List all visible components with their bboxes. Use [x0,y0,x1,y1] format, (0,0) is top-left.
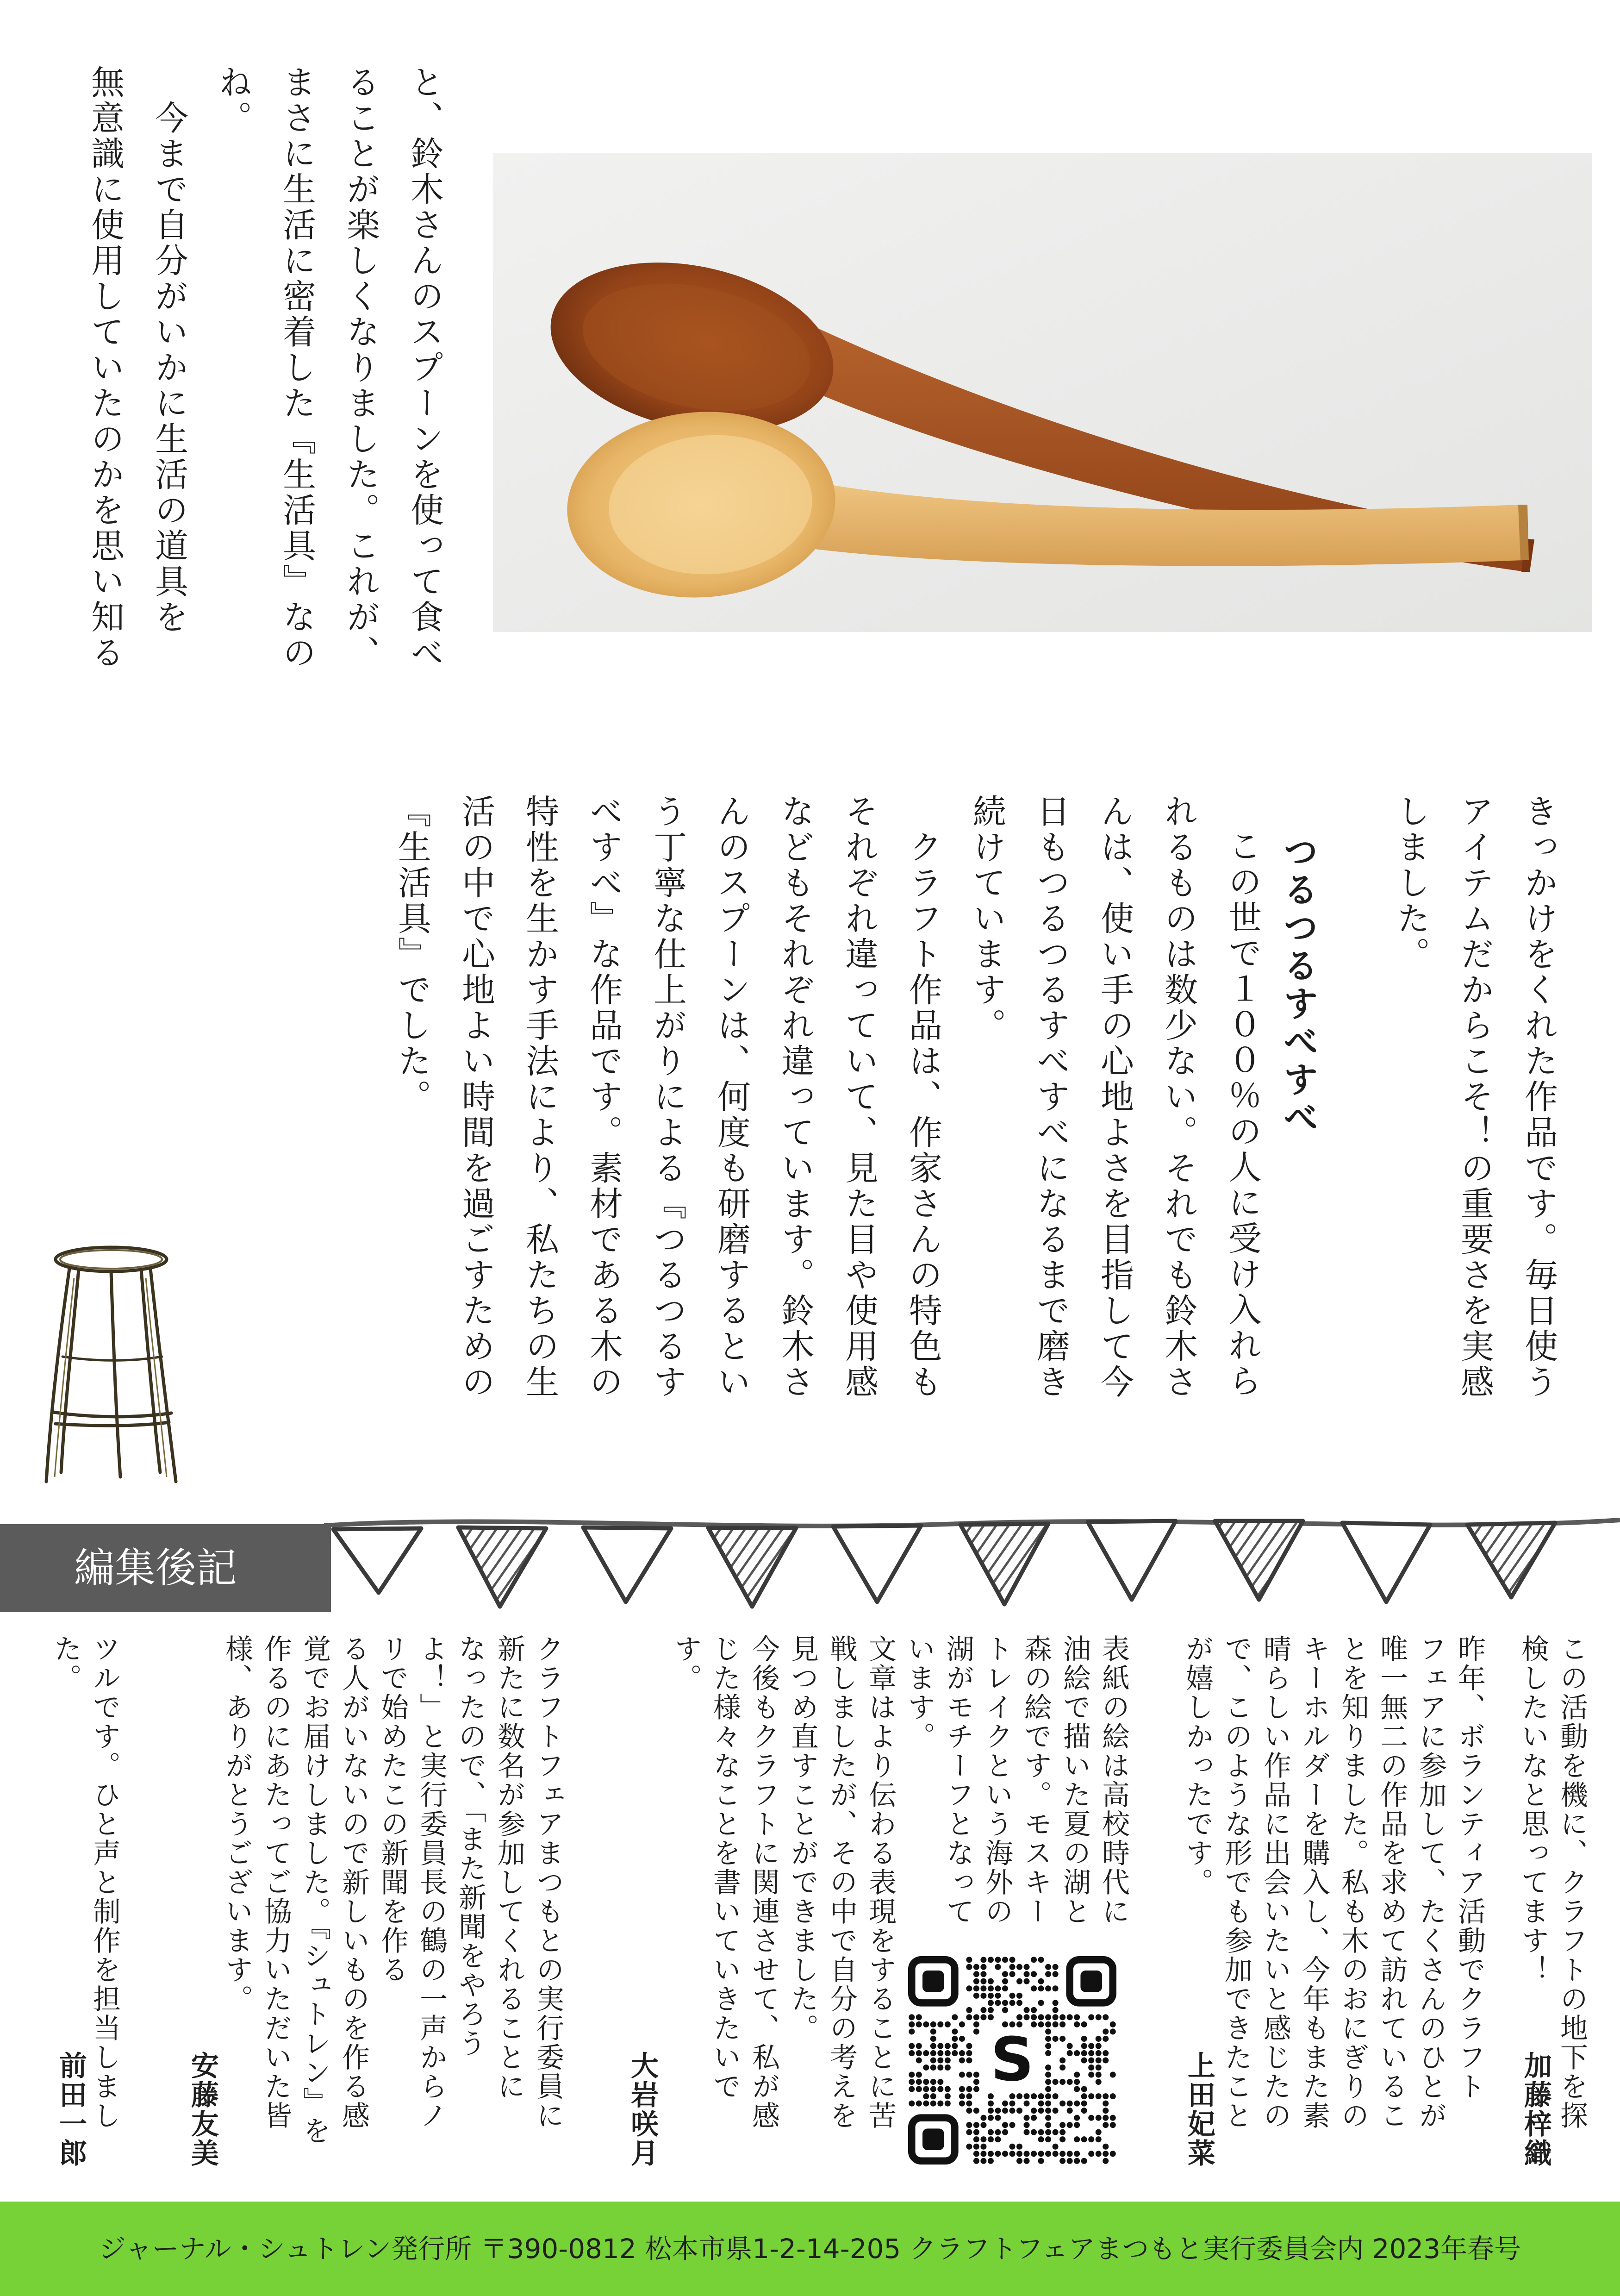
article-body-col-13: 活の中で心地よい時間を過ごすための [456,794,495,1400]
postscript-note-3-author: 大岩咲月 [626,2051,659,2168]
article-heading: つるつるすべすべ [1277,833,1319,1137]
postscript-note-1-author: 加藤梓織 [1520,2051,1552,2168]
article-intro-col-3: しました。 [1391,794,1430,972]
postscript-note-2-author: 上田妃菜 [1183,2051,1215,2168]
article-body-col-8: などもそれぞれ違っています。鈴木さ [776,794,815,1400]
article-body-col-11: べすべ』な作品です。素材である木の [584,794,623,1400]
continuation-column-1: と、鈴木さんのスプーンを使って食べ [405,65,444,671]
footer-publisher-info: ジャーナル・シュトレン発行所 〒390-0812 松本市県1-2-14-205 クラフトフェアまつもと実行委員会内 2023年春号 [0,2202,1620,2296]
continuation-column-3: まさに生活に密着した『生活具』なの [277,65,316,671]
article-body-col-1: この世で１００％の人に受け入れら [1223,829,1262,1399]
postscript-note-2: 昨年、ボランティア活動でクラフト フェアに参加して、たくさんのひとが 唯一無二の作品を求めて訪れているこ とを知りました。私も木のおにぎりの キーホルダーを購入し、今年もまた素 晴らしい作品に出会いたいと感じたの で、このような形でも参加できたこと が嬉しかったです。 [1181,1634,1486,2130]
qr-center-logo: S [991,2024,1034,2095]
postscript-title: 編集後記 [0,1524,331,1612]
article-body-col-14: 『生活具』でした。 [393,794,431,1115]
postscript-note-5-author: 前田一郎 [55,2051,87,2168]
article-body-col-2: れるものは数少ない。それでも鈴木さ [1159,794,1198,1400]
article-body-col-9: んのスプーンは、何度も研磨するとい [712,794,751,1400]
spoons-photo [493,153,1592,632]
postscript-note-4: クラフトフェアまつもとの実行委員に 新たに数名が参加してくれることに なったので、「また新聞をやろう よ！」と実行委員長の鶴の一声からノ リで始めたこの新聞を作る る人がいないので新しいものを作る感 覚でお届けしました。『シュトレン』を 作るのにあたってご協力いただいた皆 様、ありがとうございます。 [221,1634,564,2146]
bunting-flags-decoration [324,1507,1620,1627]
continuation-column-4: ね。 [213,65,252,136]
postscript-note-3: 表紙の絵は高校時代に 油絵で描いた夏の湖と 森の絵です。モスキー トレイクという海外の 湖がモチーフとなって います。 文章はより伝わる表現をすることに苦 戦しましたが、その中で自分の考えを 見つめ直すことができました。 今後もクラフトに関連させて、私が感 じた様々なことを書いていきたいで す。 [670,1634,1130,2130]
article-intro-col-1: きっかけをくれた作品です。毎日使う [1519,794,1558,1400]
postscript-note-4-author: 安藤友美 [187,2051,219,2168]
continuation-column-5: 今まで自分がいかに生活の道具を [150,65,188,635]
qr-code[interactable] [908,1956,1116,2165]
postscript-note-1: この活動を機に、クラフトの地下を探 検したいなと思ってます！ [1517,1634,1588,2130]
article-body-col-5: 続けています。 [967,794,1006,1044]
stool-sketch-illustration [28,1241,194,1491]
article-body-col-12: 特性を生かす手法により、私たちの生 [520,794,559,1400]
article-body-col-3: んは、使い手の心地よさを目指して今 [1095,794,1134,1400]
article-body-col-6: クラフト作品は、作家さんの特色も [903,794,942,1400]
article-body-col-10: う丁寧な仕上がりによる『つるつるす [648,794,687,1400]
continuation-column-2: ることが楽しくなりました。これが、 [341,65,380,671]
continuation-column-6: 無意識に使用していたのかを思い知る [86,65,125,671]
article-body-col-7: それぞれ違っていて、見た目や使用感 [840,794,879,1400]
article-body-col-4: 日もつるつるすべすべになるまで磨き [1031,794,1070,1400]
article-intro-col-2: アイテムだからこそ！の重要さを実感 [1455,794,1494,1400]
postscript-note-5: ツルです。ひと声と制作を担当しまし た。 [50,1634,121,2130]
